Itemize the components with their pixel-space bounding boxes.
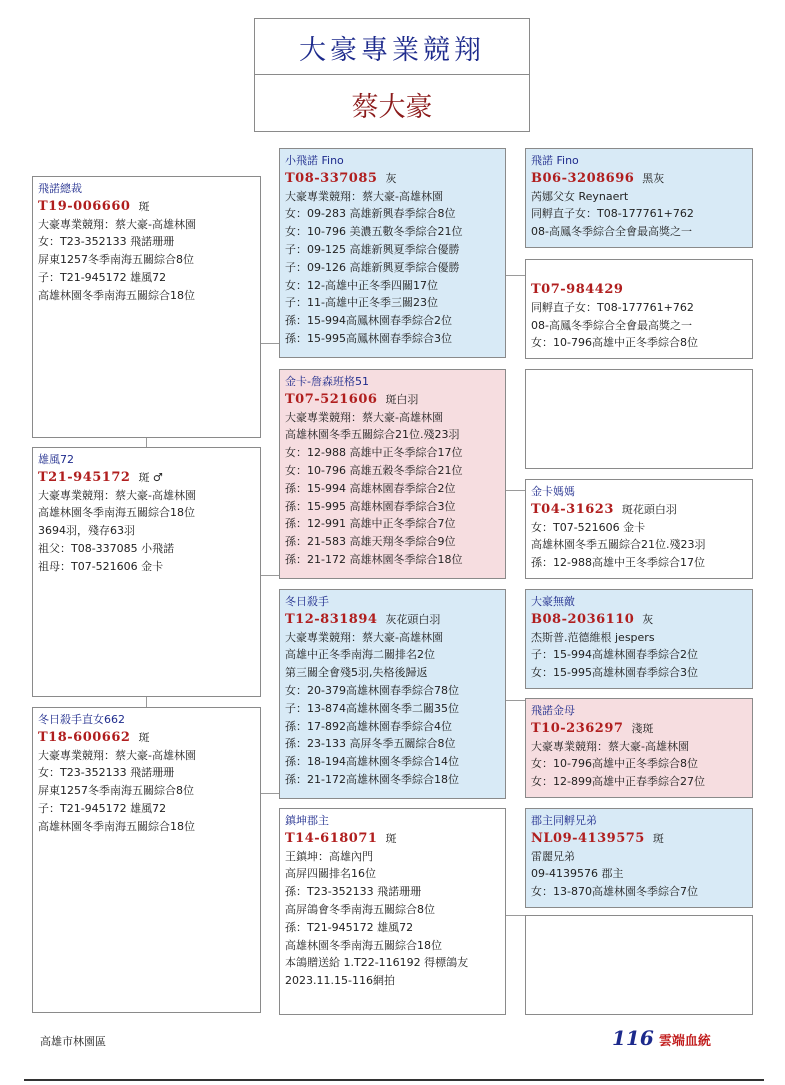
info-line: 孫：21-583 高雄天翔冬季綜合9位: [285, 535, 456, 549]
info-line: 高雄林園冬季南海五關綜合18位: [38, 819, 195, 833]
info-line: 女：09-283 高雄新興春季綜合8位: [285, 207, 456, 221]
info-line: 女：12-988 高雄中正冬季綜合17位: [285, 446, 463, 460]
ring-number: T08-337085: [285, 170, 378, 186]
info-line: 杰斯普.范德維根 jespers: [531, 630, 655, 644]
ring-number: T07-521606: [285, 391, 378, 407]
logo-number: 116: [612, 1026, 654, 1050]
info-line: 09-4139576 郡主: [531, 867, 624, 881]
info-line: 孫：T23-352133 飛諾珊珊: [285, 885, 422, 899]
info-line: 大豪專業競翔：蔡大豪-高雄林園: [285, 189, 443, 203]
info-line: 大豪專業競翔：蔡大豪-高雄林園: [285, 410, 443, 424]
info-line: 祖父：T08-337085 小飛諾: [38, 541, 175, 555]
location-label: 高雄市林園區: [40, 1035, 106, 1048]
bird-color: 斑白羽: [385, 392, 419, 406]
bird-name: 金卡-詹森班格51: [285, 375, 369, 388]
info-line: 女：T23-352133 飛諾珊珊: [38, 235, 175, 249]
grandparent-box: [525, 259, 753, 359]
bird-color: 斑: [138, 199, 150, 213]
ring-number: NL09-4139575: [531, 830, 645, 846]
info-line: 高雄林園冬季五關綜合21位.殘23羽: [285, 428, 460, 442]
info-line: 子：09-125 高雄新興夏季綜合優勝: [285, 242, 460, 256]
info-line: 女：T23-352133 飛諾珊珊: [38, 766, 175, 780]
info-line: 高雄林園冬季南海五關綜合18位: [285, 938, 442, 952]
info-line: 女：10-796 高雄五穀冬季綜合21位: [285, 463, 463, 477]
info-line: 雷麗兄弟: [531, 849, 575, 863]
info-line: 3694羽，殘存63羽: [38, 524, 135, 538]
info-line: 子：T21-945172 雄風72: [38, 270, 167, 284]
info-line: 孫：18-194高雄林園冬季綜合14位: [285, 755, 459, 769]
info-line: 孫：12-991 高雄中正冬季綜合7位: [285, 517, 456, 531]
info-line: 孫：15-994 高雄林園春季綜合2位: [285, 481, 456, 495]
grandparent-box: [525, 148, 753, 248]
bird-name: [531, 263, 747, 281]
info-line: 女：12-899高雄中正春季綜合27位: [531, 775, 705, 789]
bird-color: 斑 ♂: [138, 470, 163, 484]
bird-name: 大豪無敵: [531, 595, 575, 608]
connector-line: [505, 915, 525, 916]
info-line: 孫：15-994高鳳林園春季綜合2位: [285, 314, 452, 328]
info-line: 孫：T21-945172 雄風72: [285, 920, 414, 934]
bird-color: 斑: [385, 831, 397, 845]
bird-color: 黑灰: [642, 171, 665, 185]
owner-name: 蔡大豪: [351, 92, 433, 123]
ring-number: T04-31623: [531, 501, 614, 517]
grandparent-box: [525, 589, 753, 689]
info-line: 女：15-995高雄林園春季綜合3位: [531, 666, 698, 680]
info-line: 高雄林園冬季五關綜合21位.殘23羽: [531, 538, 706, 552]
sire-box: [279, 589, 506, 799]
info-line: 女：20-379高雄林園春季綜合78位: [285, 683, 459, 697]
info-line: 孫：15-995高鳳林園春季綜合3位: [285, 331, 452, 345]
bird-color: 淺斑: [631, 721, 654, 735]
info-line: 大豪專業競翔：蔡大豪-高雄林園: [38, 217, 196, 231]
info-line: 女：12-高雄中正冬季四關17位: [285, 278, 438, 292]
subject-box: [32, 176, 261, 438]
logo-text: 雲端血統: [658, 1034, 711, 1049]
site-logo: [612, 1026, 732, 1056]
bird-name: 冬日殺手直女662: [38, 713, 125, 726]
info-line: 王鎮坤：高雄內門: [285, 849, 373, 863]
page-title: 大豪專業競翔: [299, 35, 485, 66]
grandparent-box-empty: [525, 369, 753, 469]
info-line: 高雄林園冬季南海五關綜合18位: [38, 506, 195, 520]
ring-number: T18-600662: [38, 729, 131, 745]
bird-color: 灰: [385, 171, 397, 185]
bird-name: 金卡媽媽: [531, 485, 575, 498]
grandparent-box-empty: [525, 915, 753, 1015]
info-line: 同孵直子女：T08-177761+762: [531, 300, 694, 314]
info-line: 祖母：T07-521606 金卡: [38, 559, 164, 573]
info-line: 女：13-870高雄林園冬季綜合7位: [531, 885, 698, 899]
grandparent-box: [525, 479, 753, 579]
info-line: 孫：21-172 高雄林園冬季綜合18位: [285, 552, 463, 566]
info-line: 2023.11.15-116網拍: [285, 974, 395, 988]
bird-name: 飛諾總裁: [38, 182, 82, 195]
bird-color: 斑: [138, 730, 150, 744]
bird-color: 灰: [642, 612, 654, 626]
bird-name: 雄風72: [38, 453, 74, 466]
title-box: [254, 18, 530, 132]
info-line: 孫：21-172高雄林園冬季綜合18位: [285, 772, 459, 786]
ring-number: T14-618071: [285, 830, 378, 846]
grandparent-box: [525, 698, 753, 798]
ring-number: B08-2036110: [531, 611, 635, 627]
connector-line: [260, 793, 280, 794]
footer-divider: [24, 1079, 764, 1081]
connector-line: [260, 343, 280, 344]
bird-color: 灰花頭白羽: [385, 612, 441, 626]
sire-box: [279, 148, 506, 358]
info-line: 大豪專業競翔：蔡大豪-高雄林園: [285, 630, 443, 644]
grandparent-box: [525, 808, 753, 908]
info-line: 高屏鴿會冬季南海五關綜合8位: [285, 902, 435, 916]
info-line: 高屏四關排名16位: [285, 867, 376, 881]
ring-number: T21-945172: [38, 469, 131, 485]
connector-line: [505, 490, 525, 491]
ring-number: T10-236297: [531, 720, 624, 736]
sibling-box: [32, 447, 261, 697]
info-line: 子：11-高雄中正冬季三關23位: [285, 296, 438, 310]
info-line: 子：09-126 高雄新興夏季綜合優勝: [285, 260, 460, 274]
info-line: 子：T21-945172 雄風72: [38, 801, 167, 815]
info-line: 孫：17-892高雄林園春季綜合4位: [285, 719, 452, 733]
ring-number: T12-831894: [285, 611, 378, 627]
info-line: 同孵直子女：T08-177761+762: [531, 207, 694, 221]
info-line: 孫：23-133 高屏冬季五關綜合8位: [285, 737, 456, 751]
info-line: 大豪專業競翔：蔡大豪-高雄林園: [38, 748, 196, 762]
info-line: 第三關全會殘5羽,失格後歸返: [285, 666, 428, 680]
info-line: 本鴿贈送給 1.T22-116192 得標鴿友: [285, 956, 469, 970]
info-line: 屏東1257冬季南海五關綜合8位: [38, 784, 194, 798]
ring-number: T07-984429: [531, 282, 624, 297]
bird-name: 郡主同孵兄弟: [531, 814, 597, 827]
info-line: 大豪專業競翔：蔡大豪-高雄林園: [531, 739, 689, 753]
info-line: 子：13-874高雄林園冬季二關35位: [285, 701, 459, 715]
dam-box: [279, 808, 506, 1015]
info-line: 女：10-796 美濃五數冬季綜合21位: [285, 225, 463, 239]
title-divider: [255, 74, 529, 75]
info-line: 大豪專業競翔：蔡大豪-高雄林園: [38, 488, 196, 502]
connector-line: [260, 575, 280, 576]
bird-name: 飛諾金母: [531, 704, 575, 717]
ring-number: T19-006660: [38, 198, 131, 214]
info-line: 女：10-796高雄中正冬季綜合8位: [531, 336, 698, 350]
info-line: 女：10-796高雄中正冬季綜合8位: [531, 757, 698, 771]
ring-number: B06-3208696: [531, 170, 635, 186]
info-line: 08-高鳳冬季綜合全會最高獎之一: [531, 225, 692, 239]
connector-line: [146, 697, 147, 707]
connector-line: [505, 700, 525, 701]
info-line: 孫：12-988高雄中王冬季綜合17位: [531, 556, 705, 570]
bird-name: 飛諾 Fino: [531, 154, 579, 167]
bird-color: 斑: [652, 831, 664, 845]
info-line: 高雄中正冬季南海二關排名2位: [285, 648, 435, 662]
info-line: 女：T07-521606 金卡: [531, 520, 646, 534]
bird-color: 斑花頭白羽: [621, 502, 677, 516]
bird-name: 鎮坤郡主: [285, 814, 329, 827]
connector-line: [146, 437, 147, 447]
dam-box: [279, 369, 506, 579]
info-line: 芮娜父女 Reynaert: [531, 189, 629, 203]
info-line: 屏東1257冬季南海五關綜合8位: [38, 253, 194, 267]
connector-line: [505, 275, 525, 276]
info-line: 08-高鳳冬季綜合全會最高獎之一: [531, 318, 692, 332]
info-line: 高雄林園冬季南海五關綜合18位: [38, 288, 195, 302]
sibling-box: [32, 707, 261, 1013]
bird-name: 冬日殺手: [285, 595, 329, 608]
info-line: 孫：15-995 高雄林園春季綜合3位: [285, 499, 456, 513]
info-line: 子：15-994高雄林園春季綜合2位: [531, 648, 698, 662]
bird-name: 小飛諾 Fino: [285, 154, 344, 167]
